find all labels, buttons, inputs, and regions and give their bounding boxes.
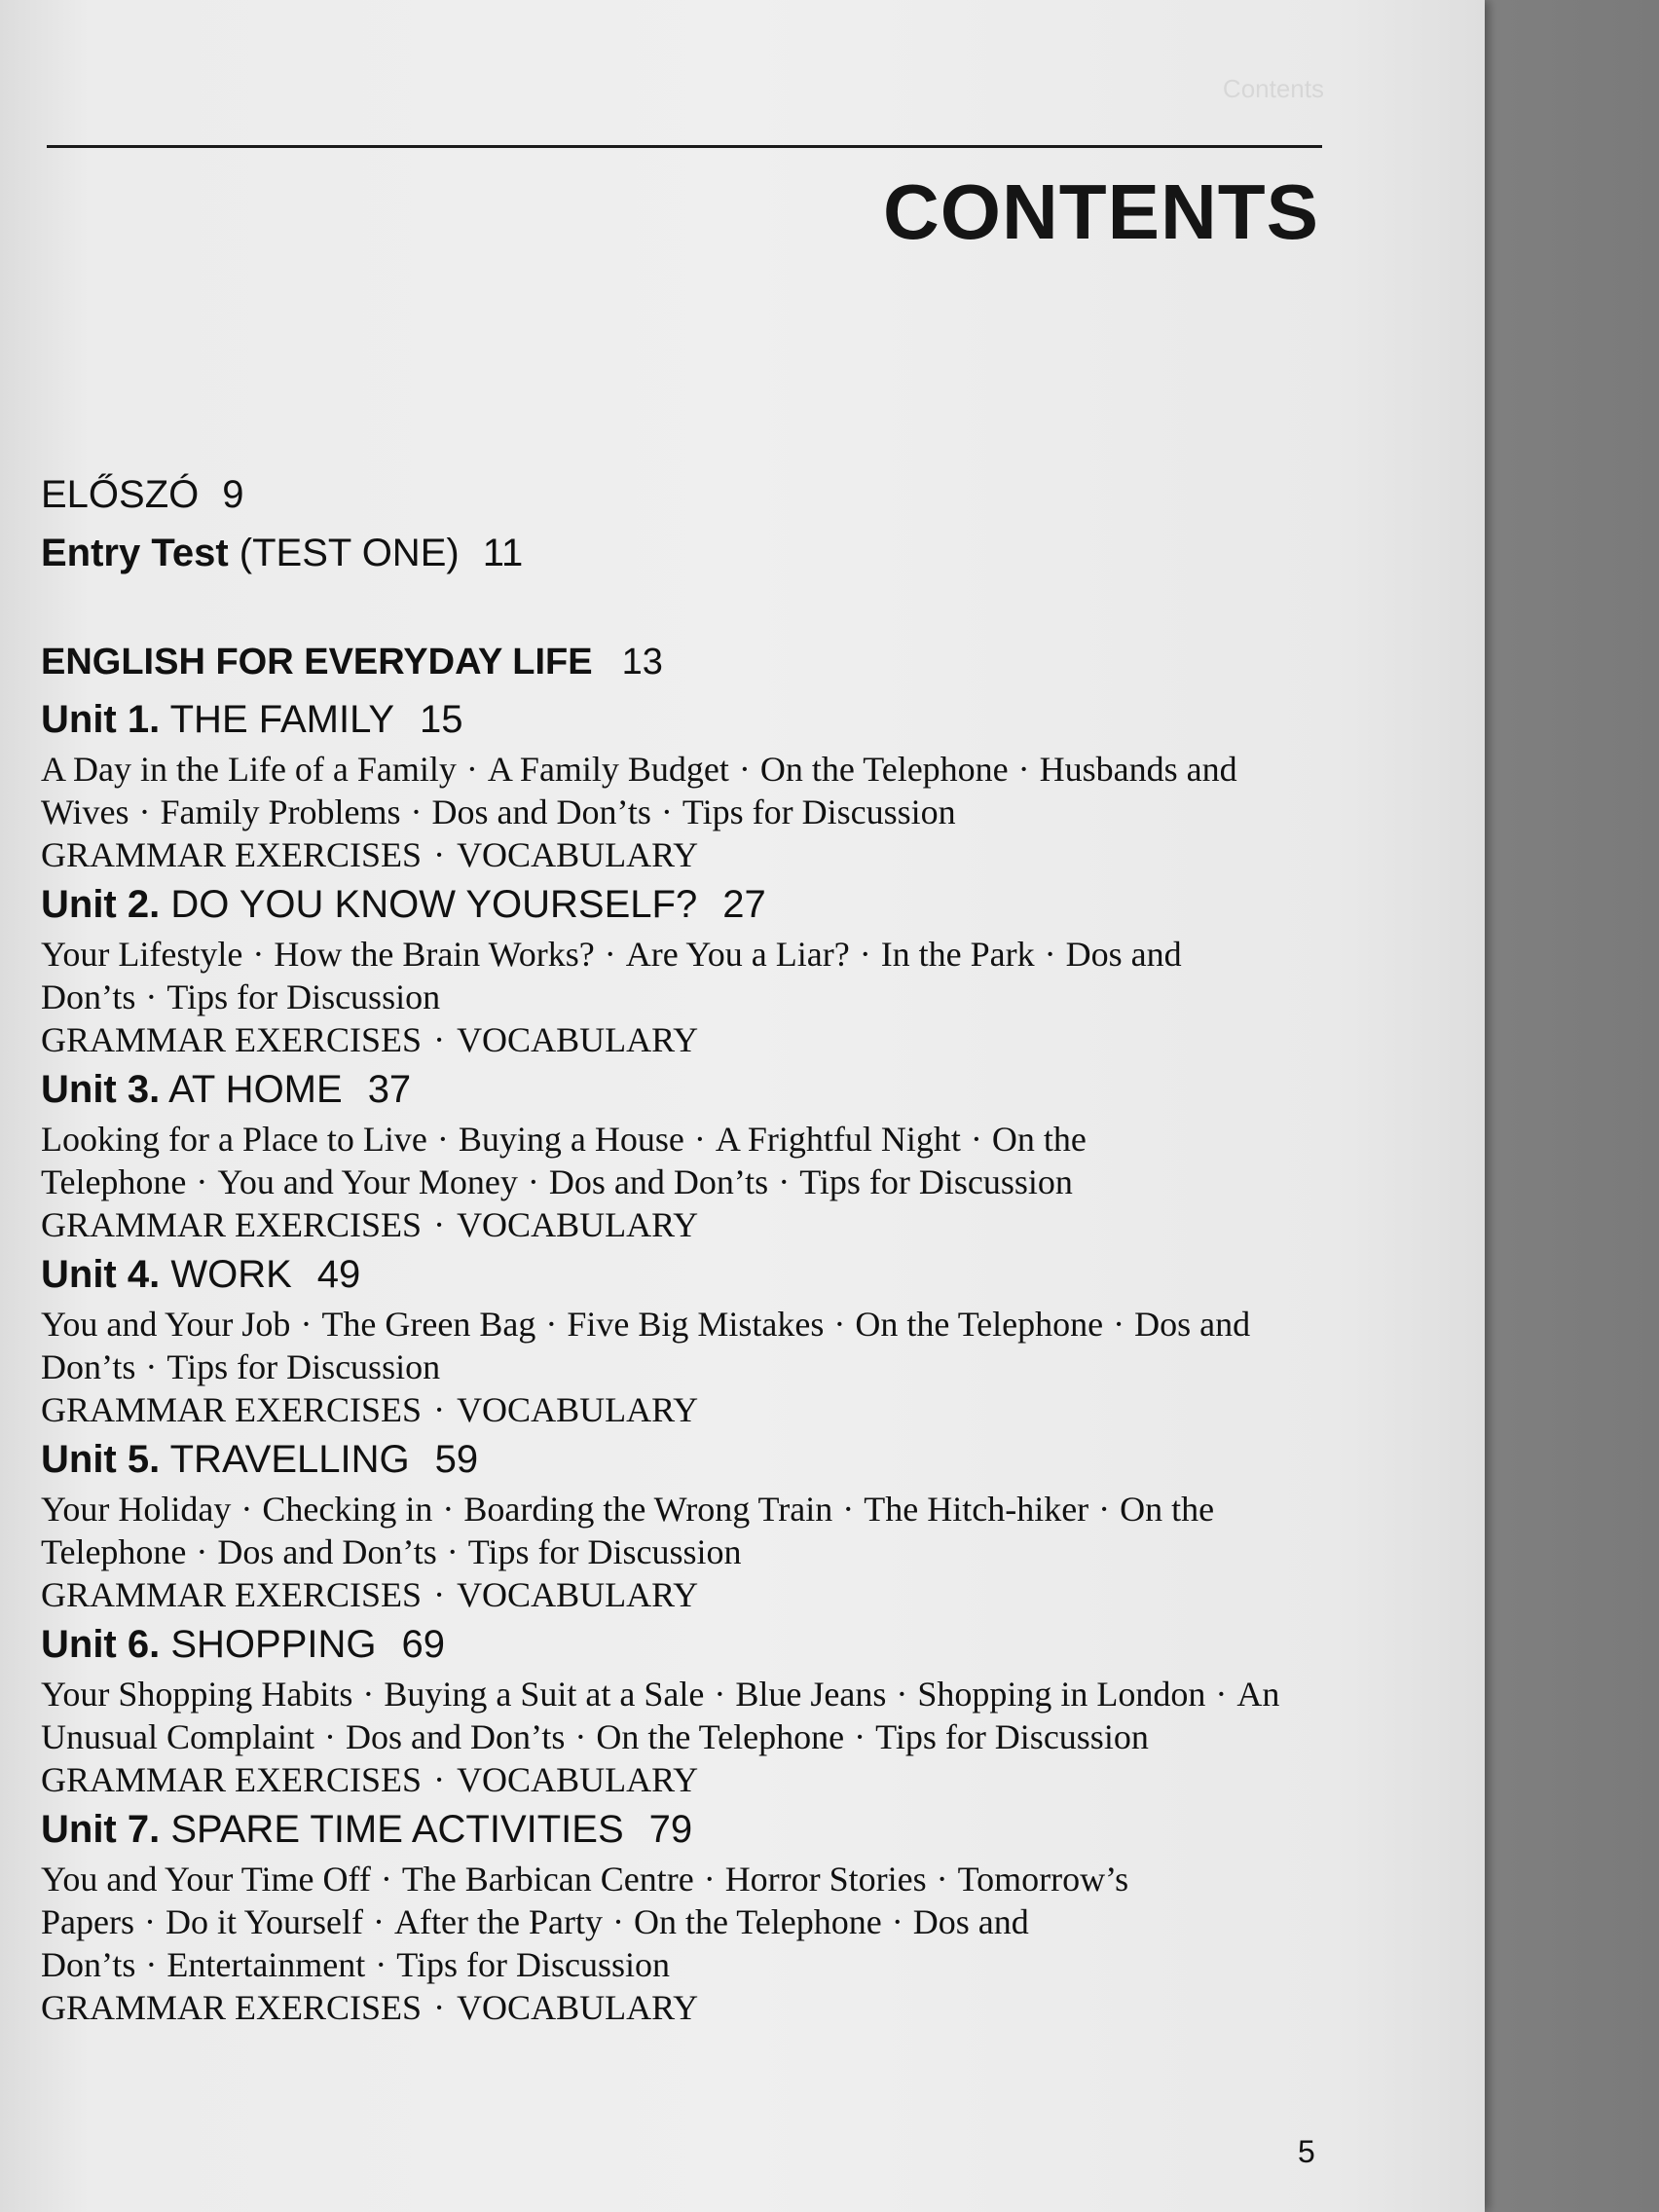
topic-item: Tips for Discussion xyxy=(875,1717,1149,1756)
topic-item: Your Shopping Habits xyxy=(41,1675,353,1714)
topic-separator: · xyxy=(527,1162,539,1201)
toc-entry-page: 11 xyxy=(482,532,524,574)
unit-title: THE FAMILY xyxy=(169,698,395,741)
topic-item: Tomorrow’s Papers xyxy=(41,1860,1129,1941)
unit-topics xyxy=(41,1673,1297,1758)
unit-title: SPARE TIME ACTIVITIES xyxy=(170,1808,624,1851)
toc-entry-label: (TEST ONE) xyxy=(228,532,460,574)
topic-separator: · xyxy=(240,1490,253,1529)
unit-entry xyxy=(41,1801,1307,2029)
topic-separator: · xyxy=(842,1490,855,1529)
unit-entry xyxy=(41,1431,1307,1616)
topic-separator: · xyxy=(778,1162,791,1201)
topic-separator: · xyxy=(891,1902,903,1941)
exercise-item: GRAMMAR EXERCISES xyxy=(41,1988,423,2027)
topic-separator: · xyxy=(574,1717,587,1756)
topic-separator: · xyxy=(196,1162,208,1201)
topic-separator: · xyxy=(714,1675,726,1714)
topic-item: Dos and Don’ts xyxy=(346,1717,566,1756)
toc-entry-label-bold: Entry Test xyxy=(41,532,229,574)
unit-heading xyxy=(41,1061,1307,1118)
unit-heading xyxy=(41,691,1307,748)
topic-item: Tips for Discussion xyxy=(682,793,956,831)
topic-item: A Frightful Night xyxy=(715,1120,961,1159)
exercise-item: VOCABULARY xyxy=(457,835,699,874)
exercise-separator: · xyxy=(433,1575,446,1614)
topic-item: On the Telephone xyxy=(41,1490,1215,1571)
section-title: ENGLISH FOR EVERYDAY LIFE xyxy=(41,642,593,682)
unit-label: Unit 3. xyxy=(41,1068,161,1111)
unit-heading xyxy=(41,1801,1307,1858)
exercise-item: GRAMMAR EXERCISES xyxy=(41,1760,423,1799)
topic-separator: · xyxy=(380,1860,392,1899)
unit-list xyxy=(41,691,1307,2029)
unit-title: TRAVELLING xyxy=(169,1438,410,1481)
unit-exercises xyxy=(41,1018,1307,1061)
unit-entry xyxy=(41,1616,1307,1801)
unit-title: SHOPPING xyxy=(170,1623,377,1666)
unit-exercises xyxy=(41,1573,1307,1616)
topic-item: Your Lifestyle xyxy=(41,935,243,974)
unit-exercises xyxy=(41,1388,1307,1431)
topic-item: Do it Yourself xyxy=(165,1902,364,1941)
unit-entry xyxy=(41,1061,1307,1246)
unit-topics xyxy=(41,1118,1297,1203)
exercise-item: VOCABULARY xyxy=(457,1205,699,1244)
topic-item: A Family Budget xyxy=(487,750,729,789)
unit-exercises xyxy=(41,1203,1307,1246)
unit-label: Unit 4. xyxy=(41,1253,161,1296)
topic-separator: · xyxy=(375,1945,387,1984)
section-page: 13 xyxy=(621,642,663,682)
topic-item: Dos and Don’ts xyxy=(217,1532,437,1571)
exercise-item: VOCABULARY xyxy=(457,1988,699,2027)
topic-item: An Unusual Complaint xyxy=(41,1675,1280,1756)
exercise-item: GRAMMAR EXERCISES xyxy=(41,1020,423,1059)
page-number: 5 xyxy=(1298,2134,1315,2169)
exercise-item: VOCABULARY xyxy=(457,1575,699,1614)
exercise-separator: · xyxy=(433,1390,446,1429)
topic-separator: · xyxy=(1044,935,1056,974)
topic-item: Dos and Don’ts xyxy=(41,1305,1251,1386)
exercise-separator: · xyxy=(433,1020,446,1059)
topic-item: Buying a House xyxy=(458,1120,684,1159)
topic-item: After the Party xyxy=(394,1902,603,1941)
topic-item: On the Telephone xyxy=(855,1305,1104,1344)
topic-item: You and Your Time Off xyxy=(41,1860,371,1899)
unit-entry xyxy=(41,876,1307,1061)
toc-entry-page: 9 xyxy=(222,473,244,516)
exercise-separator: · xyxy=(433,1205,446,1244)
unit-heading xyxy=(41,1616,1307,1673)
unit-title: AT HOME xyxy=(168,1068,343,1111)
topic-item: Buying a Suit at a Sale xyxy=(384,1675,705,1714)
unit-entry xyxy=(41,1246,1307,1431)
topic-item: Shopping in London xyxy=(917,1675,1206,1714)
toc-entry-entry-test xyxy=(41,524,1307,582)
topic-separator: · xyxy=(1215,1675,1228,1714)
topic-item: Checking in xyxy=(262,1490,433,1529)
unit-label: Unit 6. xyxy=(41,1623,161,1666)
unit-label: Unit 5. xyxy=(41,1438,161,1481)
topic-item: Tips for Discussion xyxy=(166,1347,441,1386)
exercise-separator: · xyxy=(433,835,446,874)
exercise-item: VOCABULARY xyxy=(457,1390,699,1429)
unit-exercises xyxy=(41,833,1307,876)
topic-item: Five Big Mistakes xyxy=(567,1305,825,1344)
topic-item: Blue Jeans xyxy=(735,1675,887,1714)
topic-item: Looking for a Place to Live xyxy=(41,1120,427,1159)
unit-page-number: 37 xyxy=(367,1068,412,1111)
topic-separator: · xyxy=(446,1532,459,1571)
topic-separator: · xyxy=(465,750,478,789)
topic-item: Tips for Discussion xyxy=(799,1162,1073,1201)
topic-item: Husbands and Wives xyxy=(41,750,1237,831)
topic-item: Tips for Discussion xyxy=(396,1945,671,1984)
topic-separator: · xyxy=(196,1532,208,1571)
topic-separator: · xyxy=(410,793,423,831)
topic-item: You and Your Job xyxy=(41,1305,291,1344)
unit-topics xyxy=(41,1488,1297,1573)
topic-separator: · xyxy=(324,1717,336,1756)
exercise-item: VOCABULARY xyxy=(457,1760,699,1799)
topic-item: Entertainment xyxy=(166,1945,366,1984)
unit-page-number: 59 xyxy=(434,1438,479,1481)
topic-separator: · xyxy=(693,1120,706,1159)
topic-item: You and Your Money xyxy=(217,1162,518,1201)
exercise-item: GRAMMAR EXERCISES xyxy=(41,1390,423,1429)
unit-label: Unit 1. xyxy=(41,698,161,741)
topic-separator: · xyxy=(143,1902,156,1941)
topic-separator: · xyxy=(362,1675,375,1714)
unit-entry xyxy=(41,691,1307,876)
unit-title: DO YOU KNOW YOURSELF? xyxy=(170,883,698,926)
topic-separator: · xyxy=(1113,1305,1125,1344)
unit-label: Unit 2. xyxy=(41,883,161,926)
topic-item: On the Telephone xyxy=(41,1120,1087,1201)
toc-entry-label: ELŐSZÓ xyxy=(41,473,200,516)
topic-item: On the Telephone xyxy=(596,1717,845,1756)
unit-page-number: 15 xyxy=(420,698,463,741)
topic-separator: · xyxy=(436,1120,449,1159)
topic-separator: · xyxy=(145,1945,158,1984)
topic-separator: · xyxy=(604,935,616,974)
unit-label: Unit 7. xyxy=(41,1808,161,1851)
topic-separator: · xyxy=(703,1860,716,1899)
topic-separator: · xyxy=(859,935,871,974)
section-heading xyxy=(41,633,1307,691)
topic-item: Dos and Don’ts xyxy=(41,1902,1029,1984)
unit-topics xyxy=(41,748,1297,833)
topic-separator: · xyxy=(373,1902,386,1941)
topic-item: Are You a Liar? xyxy=(625,935,850,974)
unit-exercises xyxy=(41,1758,1307,1801)
topic-separator: · xyxy=(611,1902,624,1941)
topic-separator: · xyxy=(545,1305,558,1344)
unit-topics xyxy=(41,1858,1297,1986)
table-of-contents xyxy=(41,465,1307,2029)
topic-separator: · xyxy=(138,793,151,831)
topic-separator: · xyxy=(854,1717,866,1756)
exercise-separator: · xyxy=(433,1760,446,1799)
page-title: CONTENTS xyxy=(883,168,1319,255)
topic-item: How the Brain Works? xyxy=(274,935,595,974)
exercise-item: GRAMMAR EXERCISES xyxy=(41,1205,423,1244)
exercise-item: VOCABULARY xyxy=(457,1020,699,1059)
topic-separator: · xyxy=(833,1305,846,1344)
unit-page-number: 27 xyxy=(722,883,766,926)
topic-item: A Day in the Life of a Family xyxy=(41,750,457,789)
topic-separator: · xyxy=(252,935,265,974)
topic-separator: · xyxy=(896,1675,908,1714)
topic-item: Tips for Discussion xyxy=(166,977,441,1016)
topic-item: On the Telephone xyxy=(633,1902,882,1941)
exercise-separator: · xyxy=(433,1988,446,2027)
exercise-item: GRAMMAR EXERCISES xyxy=(41,835,423,874)
topic-separator: · xyxy=(145,977,158,1016)
topic-item: Boarding the Wrong Train xyxy=(463,1490,833,1529)
unit-page-number: 79 xyxy=(648,1808,693,1851)
unit-exercises xyxy=(41,1986,1307,2029)
topic-separator: · xyxy=(936,1860,948,1899)
topic-item: Dos and Don’ts xyxy=(41,935,1182,1016)
topic-separator: · xyxy=(738,750,751,789)
unit-heading xyxy=(41,1246,1307,1303)
unit-topics xyxy=(41,933,1297,1018)
topic-separator: · xyxy=(660,793,673,831)
topic-item: Dos and Don’ts xyxy=(548,1162,769,1201)
topic-separator: · xyxy=(970,1120,982,1159)
topic-separator: · xyxy=(1098,1490,1111,1529)
topic-item: Your Holiday xyxy=(41,1490,232,1529)
topic-item: On the Telephone xyxy=(759,750,1009,789)
toc-entry-foreword xyxy=(41,465,1307,524)
topic-separator: · xyxy=(300,1305,313,1344)
topic-item: The Barbican Centre xyxy=(401,1860,694,1899)
topic-item: Tips for Discussion xyxy=(467,1532,742,1571)
unit-heading xyxy=(41,1431,1307,1488)
topic-item: In the Park xyxy=(880,935,1035,974)
topic-item: The Green Bag xyxy=(321,1305,536,1344)
topic-separator: · xyxy=(1017,750,1030,789)
unit-title: WORK xyxy=(170,1253,292,1296)
exercise-item: GRAMMAR EXERCISES xyxy=(41,1575,423,1614)
unit-page-number: 69 xyxy=(401,1623,446,1666)
topic-item: Horror Stories xyxy=(724,1860,927,1899)
topic-item: Dos and Don’ts xyxy=(431,793,651,831)
unit-heading xyxy=(41,876,1307,933)
topic-item: Family Problems xyxy=(160,793,401,831)
unit-topics xyxy=(41,1303,1297,1388)
topic-separator: · xyxy=(145,1347,158,1386)
topic-separator: · xyxy=(442,1490,455,1529)
running-header: Contents xyxy=(1222,74,1324,103)
unit-page-number: 49 xyxy=(316,1253,361,1296)
topic-item: The Hitch-hiker xyxy=(864,1490,1089,1529)
header-rule xyxy=(47,145,1322,148)
